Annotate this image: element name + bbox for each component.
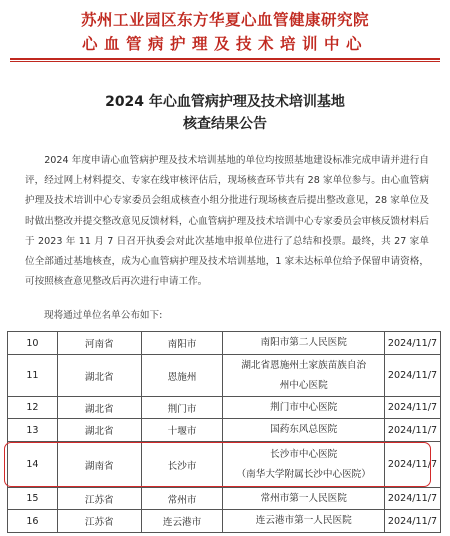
- date-cell: 2024/11/7: [384, 332, 440, 355]
- organization-line: （南华大学附属长沙中心医院）: [236, 468, 371, 480]
- table-row: [8, 442, 441, 488]
- organization-cell: [223, 332, 385, 355]
- row-number: 13: [8, 419, 58, 442]
- date-cell: 2024/11/7: [384, 442, 440, 488]
- notice-paragraph: 2024 年度申请心血管病护理及技术培训基地的单位均按照基地建设标准完成申请并进行自评，经过网上材料提交、专家在线审核评估后，现场核查环节共有 28 家单位参与。由心血管病护理及技术培训中心专家委员会组成核查小组分批进行现场核查后提出整改意见，28 家单位及时做出整改并提交整改意见反馈材料，心血管病护理及技术培训中心专家委员会审核反馈材料后于 2023 年 11 月 7 日召开执委会对此次基地申报单位进行了总结和投票。最终，共 27 家单位全部通过基地核查，成为心血管病护理及技术培训基地，1 家未达标单位给予保留申请资格，可按照核查意见整改后再次进行申请工作。: [25, 155, 429, 288]
- organization-line: 常州市第一人民医院: [260, 492, 347, 504]
- row-number: 15: [8, 488, 58, 510]
- organization-cell: [223, 419, 385, 442]
- organization-line: 州中心医院: [279, 379, 328, 391]
- date-cell: 2024/11/7: [384, 488, 440, 510]
- list-intro: 现将通过单位名单公布如下:: [44, 310, 163, 321]
- table-row: [8, 419, 441, 442]
- date-cell: 2024/11/7: [384, 355, 440, 397]
- organization-cell: [223, 397, 385, 419]
- date-cell: 2024/11/7: [384, 419, 440, 442]
- row-number: 14: [8, 442, 58, 488]
- province-cell: 江苏省: [57, 510, 141, 533]
- row-number: 11: [8, 355, 58, 397]
- city-cell: 长沙市: [141, 442, 223, 488]
- passed-units-table: [7, 331, 441, 533]
- notice-subtitle: 核查结果公告: [183, 116, 267, 132]
- organization-line: 荆门市中心医院: [270, 401, 338, 413]
- center-name: 心血管病护理及技术培训中心: [81, 34, 368, 53]
- institute-name: 苏州工业园区东方华夏心血管健康研究院: [80, 10, 369, 29]
- city-cell: 南阳市: [141, 332, 223, 355]
- province-cell: 湖北省: [57, 355, 141, 397]
- date-cell: 2024/11/7: [384, 510, 440, 533]
- province-cell: 江苏省: [57, 488, 141, 510]
- organization-line: 湖北省恩施州土家族苗族自治: [241, 359, 367, 371]
- province-cell: 湖南省: [57, 442, 141, 488]
- row-number: 16: [8, 510, 58, 533]
- city-cell: 恩施州: [141, 355, 223, 397]
- city-cell: 常州市: [141, 488, 223, 510]
- province-cell: 河南省: [57, 332, 141, 355]
- header-rule-thick: [10, 58, 440, 60]
- province-cell: 湖北省: [57, 419, 141, 442]
- organization-cell: [223, 355, 385, 397]
- date-cell: 2024/11/7: [384, 397, 440, 419]
- organization-line: 南阳市第二人民医院: [260, 337, 347, 348]
- city-cell: 十堰市: [141, 419, 223, 442]
- city-cell: 荆门市: [141, 397, 223, 419]
- notice-title: 2024 年心血管病护理及技术培训基地: [105, 94, 345, 110]
- header-rule-thin: [10, 61, 440, 62]
- table-row: [8, 488, 441, 510]
- row-number: 10: [8, 332, 58, 355]
- row-number: 12: [8, 397, 58, 419]
- organization-line: 长沙市中心医院: [270, 448, 338, 460]
- table-row: [8, 355, 441, 397]
- organization-line: 国药东风总医院: [270, 424, 338, 435]
- table-row: [8, 397, 441, 419]
- organization-cell: [223, 442, 385, 488]
- table-row: [8, 510, 441, 533]
- table-row: [8, 332, 441, 355]
- organization-cell: [223, 510, 385, 533]
- organization-cell: [223, 488, 385, 510]
- province-cell: 湖北省: [57, 397, 141, 419]
- city-cell: 连云港市: [141, 510, 223, 533]
- organization-line: 连云港市第一人民医院: [255, 515, 352, 526]
